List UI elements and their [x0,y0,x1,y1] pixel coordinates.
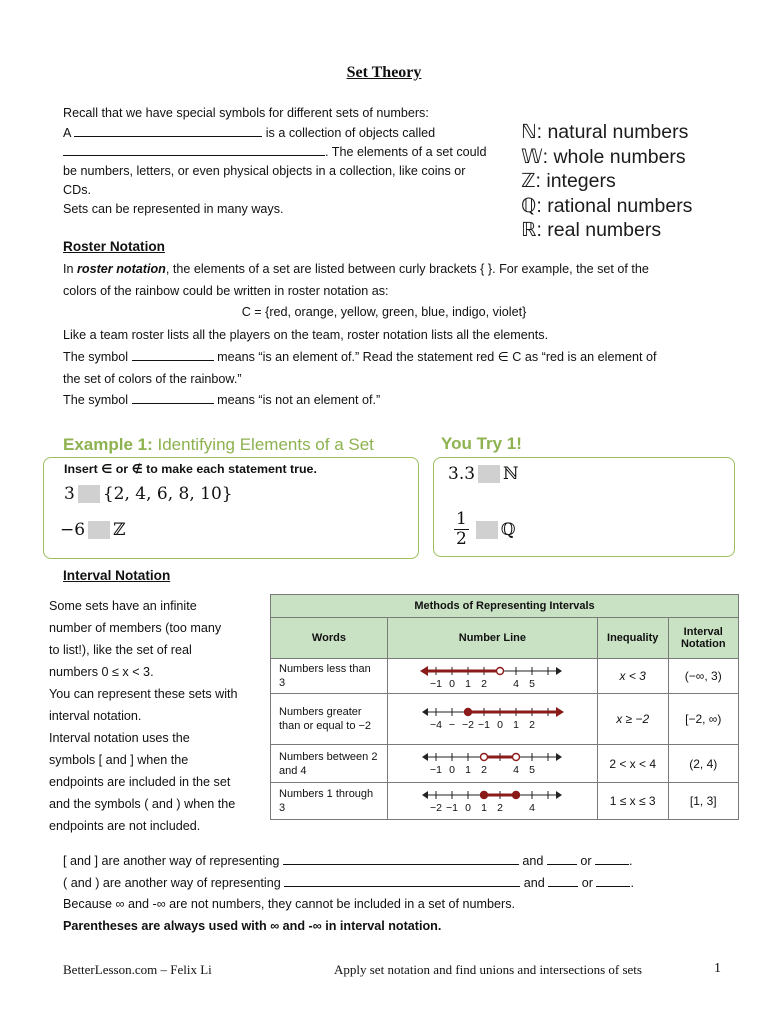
intro-line-4: be numbers, letters, or even physical objects in a collection, like coins or [63,164,466,178]
footer-topic: Apply set notation and find unions and intersections of sets [334,962,642,977]
tick-label: 1 [464,764,471,776]
roster-line-6: The symbol means “is not an element of.” [63,393,381,407]
row-words: Numbers greater than or equal to −2 [271,694,388,745]
tick-label: 0 [496,719,503,731]
number-line-cell [387,783,597,820]
answer-blank [284,874,520,887]
table-row [271,745,739,783]
tick-label: 1 [512,719,519,731]
answer-blank [74,124,262,137]
row-notation: [1, 3] [668,783,739,820]
tick-label: 1 [480,802,487,814]
number-line-cell [387,694,597,745]
interval-heading: Interval Notation [63,568,171,583]
roster-line-4: The symbol means “is an element of.” Read the statement red ∈ C as “red is an element of [63,350,657,364]
number-line [388,783,597,819]
tick-label: 4 [528,802,535,814]
tick-label: 4 [512,678,519,690]
table-row [271,783,739,820]
number-line [388,694,597,744]
closing-line-2: ( and ) are another way of representing and or . [63,876,634,890]
number-set-rational: ℚ: rational numbers [521,193,693,217]
intro-line-1: Recall that we have special symbols for different sets of numbers: [63,106,429,120]
number-set-integers: ℤ: integers [521,169,616,192]
row-notation: (−∞, 3) [668,659,739,694]
tick-label: −1 [429,678,442,690]
roster-line-5: the set of colors of the rainbow.” [63,372,242,386]
interval-arrow-left [420,666,428,676]
number-set-natural: ℕ: natural numbers [521,120,689,143]
row-inequality: 1 ≤ x ≤ 3 [597,783,668,820]
tick-label: −1 [429,764,442,776]
header-interval-notation: Interval Notation [668,618,739,659]
axis-arrow-left [422,753,428,761]
roster-line-3: Like a team roster lists all the players on the team, roster notation lists all the elements. [63,328,549,342]
roster-line-2: colors of the rainbow could be written in roster notation as: [63,284,389,298]
number-line [388,745,597,782]
intro-line-3-post: . The elements of a set could [325,145,487,159]
example1-item-1: 3 {2, 4, 6, 8, 10} [64,484,233,504]
tick-label: 0 [448,678,455,690]
roster-example: C = {red, orange, yellow, green, blue, indigo, violet} [241,305,527,319]
closed-endpoint [480,792,487,799]
answer-box[interactable] [478,465,500,483]
answer-blank [283,852,519,865]
number-line-cell [387,745,597,783]
footer-credit: BetterLesson.com – Felix Li [63,962,212,977]
number-set-real: ℝ: real numbers [521,218,662,241]
closed-endpoint [512,792,519,799]
axis-arrow-left [422,708,428,716]
row-words: Numbers less than 3 [271,659,388,694]
answer-blank [596,874,630,887]
header-number-line: Number Line [387,618,597,659]
try1-title: You Try 1! [441,434,522,453]
intro-line-3 [63,143,486,161]
number-line [388,659,597,693]
answer-blank [63,143,325,156]
page-title: Set Theory [346,64,422,81]
tick-label: − [448,719,455,731]
roster-heading: Roster Notation [63,239,165,254]
open-endpoint [496,668,503,675]
tick-label: −4 [429,719,442,731]
tick-label: 2 [528,719,535,731]
answer-blank [547,852,577,865]
row-notation: (2, 4) [668,745,739,783]
table-caption: Methods of Representing Intervals [271,595,739,618]
tick-label: 1 [464,678,471,690]
number-set-list [521,120,692,243]
intro-line-2-pre: A [63,126,71,140]
try1-box [433,457,735,557]
answer-box[interactable] [88,521,110,539]
tick-label: 0 [448,764,455,776]
row-notation: [−2, ∞) [668,694,739,745]
tick-label: −1 [445,802,458,814]
intro-line-2-post: is a collection of objects called [265,126,436,140]
closing-line-3: Because ∞ and -∞ are not numbers, they cannot be included in a set of numbers. [63,897,516,911]
axis-arrow-right [556,667,562,675]
page-number: 1 [714,961,721,976]
try1-item-2: $\frac{1}{2}$ ℚ [456,509,516,549]
fraction: $\frac{1}{2}$ [456,509,467,549]
row-words: Numbers 1 through 3 [271,783,388,820]
tick-label: 4 [512,764,519,776]
tick-label: −2 [429,802,442,814]
answer-box[interactable] [476,521,498,539]
answer-blank [132,348,214,361]
roster-line-1: In roster notation, the elements of a set are listed between curly brackets { }. For example, the set of the [63,262,649,276]
interval-arrow-right [556,707,564,717]
example1-instruction: Insert ∈ or ∉ to make each statement true. [64,462,317,476]
axis-arrow-left [422,791,428,799]
tick-label: −2 [461,719,474,731]
tick-label: 5 [528,764,535,776]
closing-line-1: [ and ] are another way of representing and or . [63,854,633,868]
row-words: Numbers between 2 and 4 [271,745,388,783]
interval-paragraph: Some sets have an infinite number of members (too many to list!), like the set of real numbers 0 ≤ x < 3. You can represent these sets with interval notation. Interval notation uses the symbols [ and ] when the endpoints are included in the set and the symbols ( and ) when the endpoints are not included. [49,599,238,833]
answer-blank [132,391,214,404]
tick-label: 2 [480,678,487,690]
row-inequality: 2 < x < 4 [597,745,668,783]
closing-line-4: Parentheses are always used with ∞ and -∞ in interval notation. [63,919,442,933]
intro-line-6: Sets can be represented in many ways. [63,202,284,216]
row-inequality: x ≥ −2 [597,694,668,745]
example1-title: Example 1: Identifying Elements of a Set [63,435,374,454]
example1-item-2: −6 ℤ [60,520,126,540]
header-inequality: Inequality [597,618,668,659]
intervals-table [270,594,739,820]
tick-label: −1 [477,719,490,731]
intro-line-5: CDs. [63,183,91,197]
tick-label: 0 [464,802,471,814]
axis-arrow-right [556,753,562,761]
open-endpoint [512,754,519,761]
closed-endpoint [464,709,471,716]
intro-line-2 [63,124,435,142]
try1-item-1: 3.3 ℕ [448,464,519,484]
tick-label: 5 [528,678,535,690]
row-inequality: x < 3 [597,659,668,694]
header-words: Words [271,618,388,659]
answer-blank [548,874,578,887]
number-set-whole: 𝕎: whole numbers [521,144,686,168]
tick-label: 2 [480,764,487,776]
axis-arrow-right [556,791,562,799]
answer-blank [595,852,629,865]
table-row [271,659,739,694]
open-endpoint [480,754,487,761]
example1-box [43,457,419,559]
answer-box[interactable] [78,485,100,503]
tick-label: 2 [496,802,503,814]
table-row [271,694,739,745]
number-line-cell [387,659,597,694]
